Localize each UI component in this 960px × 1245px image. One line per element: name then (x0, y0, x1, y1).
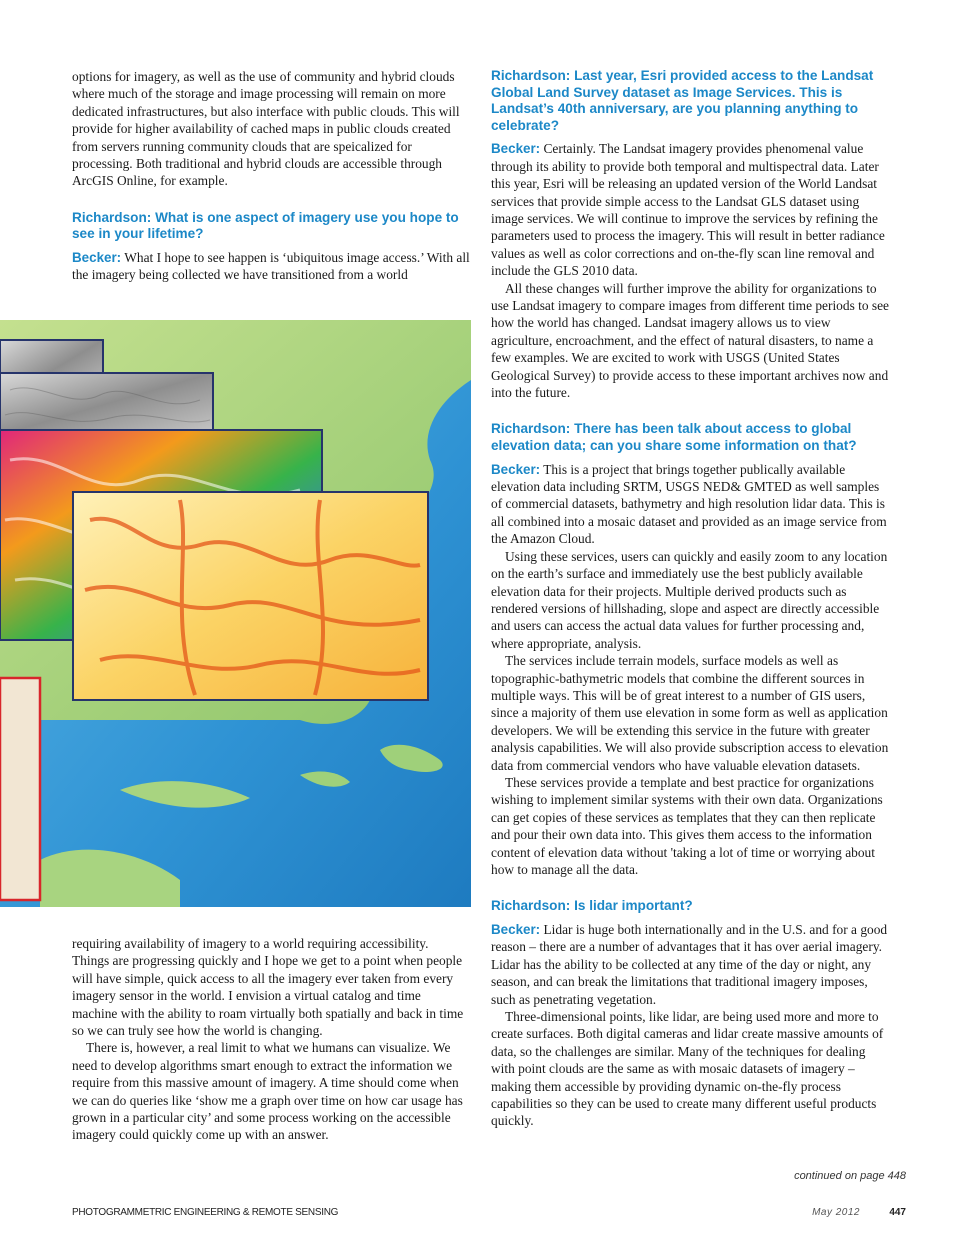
speaker-label: Richardson: (491, 68, 571, 83)
continued-note: continued on page 448 (794, 1170, 906, 1182)
page-number: 447 (889, 1207, 906, 1218)
bathymetry-panel (0, 678, 40, 900)
speaker-label: Becker: (72, 250, 122, 266)
elevation-imagery-figure (0, 320, 471, 907)
question (491, 68, 891, 134)
answer (72, 249, 474, 284)
speaker-label: Richardson: (491, 421, 571, 437)
answer (491, 140, 891, 279)
speaker-label: Becker: (491, 922, 541, 937)
paragraph: Using these services, users can quickly and easily zoom to any location on the earth’s surface and immediately use the best publicly available elevation data for their projects. Multiple derived products such as rendered versions of hillshading, slope and aspect are directly accessible and users can access the actual data values for further processing and, where appropriate, analysis. (491, 548, 888, 651)
paragraph: All these changes will further improve the ability for organizations to use Landsat imagery to compare images from different time periods to see how the world has changed. Landsat imagery allows us to view agriculture, encroachment, and the effect of natural disasters, to name a few examples. We are excited to work with USGS (United States Geological Survey) to provide access to these important archives now and into the future. (491, 280, 889, 401)
paragraph: options for imagery, as well as the use of community and hybrid clouds where much of the storage and image processing will remain on more dedicated infrastructures, but also interface with public clouds. This will provide for higher availability of cached maps in public clouds created from servers running community clouds that are speicalized for processing. Both traditional and hybrid clouds are accessible through ArcGIS Online, for example. (72, 69, 460, 189)
left-column-top (72, 68, 474, 284)
question (491, 421, 891, 454)
answer-text: What I hope to see happen is ‘ubiquitous image access.’ With all the imagery being collected we have transitioned from a world (72, 250, 470, 283)
journal-name: PHOTOGRAMMETRIC ENGINEERING & REMOTE SENSING (72, 1207, 339, 1218)
speaker-label: Becker: (491, 461, 541, 477)
answer-text: This is a project that brings together publically available elevation data including SRTM, USGS NED& GMTED as well samples of commercial datasets, bathymetry and high resolution lidar data. This is all combined into a mosaic dataset and provided as an image service from the Amazon Cloud. (491, 461, 887, 547)
question (491, 898, 891, 915)
answer (491, 921, 891, 1008)
question-text: Is lidar important? (570, 898, 693, 914)
answer (491, 461, 891, 548)
answer-text: Certainly. The Landsat imagery provides phenomenal value through its ability to provide both temporal and multispectral data. Later this year, Esri will be releasing an updated version of the World Landsat services that provide simple access to the Landsat GLS dataset using image services. We will continue to improve the services by refining the parameters used to process the imagery. This will result in better radiance values as well as color corrections and on-the-fly scan line removal and include the GLS 2010 data. (491, 141, 885, 279)
speaker-label: Becker: (491, 141, 541, 157)
speaker-label: Richardson: (72, 209, 152, 225)
left-column-bottom (72, 935, 467, 1144)
page-footer (72, 1207, 906, 1221)
question-text: Last year, Esri provided access to the Landsat Global Land Survey dataset as Image Services. This is Landsat’s 40th anniversary, are you planning anything to celebrate? (491, 68, 874, 133)
paragraph: The services include terrain models, surface models as well as topographic-bathymetric models that combine the different sources in multiple ways. This will be of great interest to a number of GIS users, since a majority of them use elevation in some form as well as application developers. We will be extending this service in the future with greater analysis capabilities. We will also provide subscription access to elevation data from commercial vendors who have valuable elevation datasets. (491, 653, 889, 773)
paragraph: These services provide a template and best practice for organizations wishing to implement similar systems with their own data. Organizations can get copies of these services as templates that they can then replicate and pour their own data into. This gives them access to the information content of elevation data without 'taking a lot of time or worrying about how to manage all the data. (491, 774, 883, 877)
paragraph: Three-dimensional points, like lidar, are being used more and more to create surfaces. Both digital cameras and lidar create massive amounts of data, so the challenges are similar. Many of the techniques for dealing with point clouds are the same as with mosaic datasets of imagery – making them accessible by providing dynamic on-the-fly process capabilities so they can be used to create many different useful products quickly. (491, 1009, 884, 1129)
question-text: There has been talk about access to global elevation data; can you share some information on that? (491, 421, 857, 454)
speaker-label: Richardson: (491, 898, 571, 914)
answer-text: Lidar is huge both internationally and in the U.S. and for a good reason – there are a number of advantages that it has over aerial imagery. Lidar has the ability to be collected at any time of the day or night, any season, and can break the limitations that traditional imagery imposes, such as penetrating vegetation. (491, 922, 888, 1007)
right-column (491, 68, 891, 1130)
paragraph: requiring availability of imagery to a world requiring accessibility. Things are progressing quickly and I hope we get to a point when people will have simple, quick access to all the imagery ever taken from every imagery sensor in the world. I envision a virtual catalog and time machine with the ability to roam virtually both spatially and back in time so we can truly see how the world is changing. (72, 936, 464, 1039)
question (72, 210, 474, 243)
paragraph: There is, however, a real limit to what we humans can visualize. We need to develop algorithms smart enough to extract the information we require from this massive amount of imagery. A time should come when we can do queries like ‘show me a graph over time on how car usage has grown in a particular city’ and some process working on the accessible imagery could quickly come up with an answer. (72, 1040, 463, 1143)
issue-date: May 2012 (812, 1207, 860, 1218)
question-text: What is one aspect of imagery use you hope to see in your lifetime? (72, 209, 459, 242)
